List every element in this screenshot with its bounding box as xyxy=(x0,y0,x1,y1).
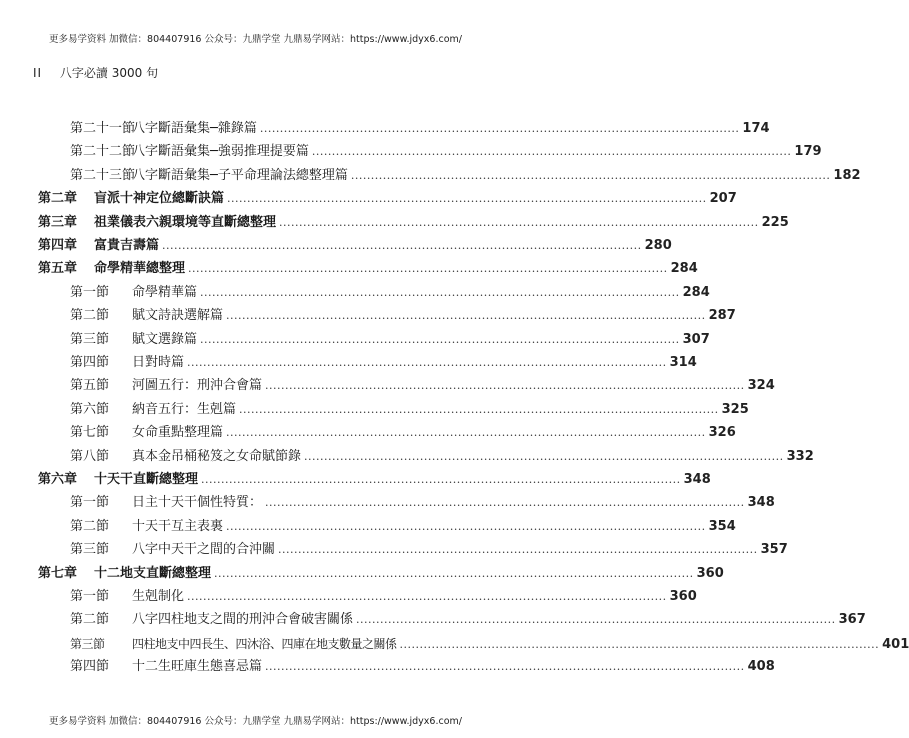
toc-entry-number: 第二節 xyxy=(70,612,110,627)
toc-entry-label xyxy=(70,449,301,465)
toc-entry-number: 第二節 xyxy=(70,308,110,323)
toc-entry-title: 日主十天干個性特質： xyxy=(132,495,263,510)
toc-entry-label xyxy=(38,566,211,582)
toc-entry-number: 第二十二節 xyxy=(70,144,136,159)
toc-page-number: 367 xyxy=(838,612,866,627)
toc-entry-title: 河圖五行：刑沖合會篇 xyxy=(132,378,263,393)
dot-leader: ........................................................................................................................ xyxy=(265,379,745,392)
toc-page-number: 182 xyxy=(833,168,861,183)
toc-entry-label xyxy=(38,215,276,231)
toc-section-entry xyxy=(70,402,749,418)
toc-entry-label xyxy=(38,472,198,488)
toc-entry-label xyxy=(70,425,223,441)
toc-entry-title: 命學精華總整理 xyxy=(94,261,186,276)
toc-entry-number: 第三節 xyxy=(70,542,110,557)
toc-entry-label xyxy=(70,402,236,418)
toc-section-entry xyxy=(70,636,909,652)
toc-entry-label xyxy=(70,285,197,301)
dot-leader: ........................................................................................................................ xyxy=(399,638,880,651)
toc-chapter-entry xyxy=(38,215,789,231)
toc-entry-label xyxy=(70,144,309,160)
dot-leader: ........................................................................................................................ xyxy=(188,262,668,275)
toc-entry-label xyxy=(70,542,275,558)
toc-entry-title: 八字斷語彙集─雜錄篇 xyxy=(132,121,257,136)
dot-leader: ........................................................................................................................ xyxy=(226,309,706,322)
toc-entry-number: 第六章 xyxy=(38,472,78,487)
toc-entry-title: 十二地支直斷總整理 xyxy=(94,566,212,581)
toc-entry-label xyxy=(70,495,262,511)
toc-entry-number: 第三節 xyxy=(70,637,105,651)
running-head xyxy=(33,64,158,81)
toc-page-number: 174 xyxy=(742,121,770,136)
toc-page-number: 207 xyxy=(709,191,737,206)
toc-entry-label xyxy=(70,378,262,394)
toc-entry-label xyxy=(70,168,348,184)
toc-page-number: 408 xyxy=(747,659,775,674)
dot-leader: ........................................................................................................................ xyxy=(265,660,745,673)
toc-entry-title: 四柱地支中四長生、四沐浴、四庫在地支數量之關係 xyxy=(132,637,397,651)
dot-leader: ........................................................................................................................ xyxy=(187,356,667,369)
toc-entry-number: 第一節 xyxy=(70,495,110,510)
dot-leader: ........................................................................................................................ xyxy=(311,145,792,158)
toc-entry-title: 命學精華篇 xyxy=(132,285,198,300)
toc-section-entry xyxy=(70,121,770,137)
toc-entry-number: 第一節 xyxy=(70,285,110,300)
toc-entry-label xyxy=(70,355,184,371)
toc-entry-title: 八字斷語彙集─強弱推理提要篇 xyxy=(132,144,309,159)
toc-entry-label xyxy=(38,191,224,207)
toc-page-number: 332 xyxy=(786,449,814,464)
toc-entry-label xyxy=(70,659,262,675)
toc-page-number: 179 xyxy=(794,144,822,159)
dot-leader: ........................................................................................................................ xyxy=(278,543,758,556)
toc-section-entry xyxy=(70,659,775,675)
toc-entry-number: 第六節 xyxy=(70,402,110,417)
toc-entry-title: 日對時篇 xyxy=(132,355,185,370)
toc-entry-number: 第二章 xyxy=(38,191,78,206)
toc-entry-title: 十二生旺庫生態喜忌篇 xyxy=(132,659,263,674)
toc-entry-number: 第一節 xyxy=(70,589,110,604)
toc-chapter-entry xyxy=(38,238,672,254)
toc-section-entry xyxy=(70,308,736,324)
toc-entry-title: 十天干直斷總整理 xyxy=(94,472,199,487)
dot-leader: ........................................................................................................................ xyxy=(200,286,680,299)
toc-entry-title: 富貴吉壽篇 xyxy=(94,238,160,253)
toc-entry-title: 賦文詩訣選解篇 xyxy=(132,308,224,323)
toc-page-number: 225 xyxy=(761,215,789,230)
toc-page-number: 348 xyxy=(683,472,711,487)
toc-entry-number: 第八節 xyxy=(70,449,110,464)
toc-section-entry xyxy=(70,519,736,535)
dot-leader: ........................................................................................................................ xyxy=(201,473,681,486)
header-watermark-banner: 更多易学资料 加微信：804407916 公众号：九鼎学堂 九鼎易学网站：https://www.jdyx6.com/ xyxy=(49,34,462,45)
toc-section-entry xyxy=(70,378,775,394)
dot-leader: ........................................................................................................................ xyxy=(200,333,680,346)
toc-section-entry xyxy=(70,495,775,511)
toc-section-entry xyxy=(70,542,788,558)
toc-page-number: 357 xyxy=(760,542,788,557)
toc-entry-label xyxy=(70,612,353,628)
toc-entry-title: 生剋制化 xyxy=(132,589,185,604)
toc-section-entry xyxy=(70,449,814,465)
toc-page-number: 280 xyxy=(644,238,672,253)
toc-entry-label xyxy=(70,636,397,652)
toc-entry-label xyxy=(70,332,197,348)
dot-leader: ........................................................................................................................ xyxy=(279,216,759,229)
dot-leader: ........................................................................................................................ xyxy=(227,192,707,205)
dot-leader: ........................................................................................................................ xyxy=(226,426,706,439)
toc-chapter-entry xyxy=(38,472,711,488)
dot-leader: ........................................................................................................................ xyxy=(226,520,706,533)
toc-page-number: 314 xyxy=(669,355,697,370)
dot-leader: ........................................................................................................................ xyxy=(162,239,642,252)
toc-entry-number: 第五節 xyxy=(70,378,110,393)
dot-leader: ........................................................................................................................ xyxy=(356,613,836,626)
toc-section-entry xyxy=(70,285,710,301)
dot-leader: ........................................................................................................................ xyxy=(259,122,740,135)
toc-entry-number: 第七節 xyxy=(70,425,110,440)
toc-entry-number: 第五章 xyxy=(38,261,78,276)
toc-entry-number: 第七章 xyxy=(38,566,78,581)
dot-leader: ........................................................................................................................ xyxy=(265,496,745,509)
toc-page-number: 326 xyxy=(708,425,736,440)
dot-leader: ........................................................................................................................ xyxy=(239,403,719,416)
dot-leader: ........................................................................................................................ xyxy=(350,169,831,182)
toc-page-number: 325 xyxy=(721,402,749,417)
page-numeral: II xyxy=(33,66,43,80)
toc-entry-label xyxy=(70,308,223,324)
toc-section-entry xyxy=(70,425,736,441)
toc-entry-title: 十天干互主表裏 xyxy=(132,519,224,534)
toc-entry-title: 八字斷語彙集─子平命理論法總整理篇 xyxy=(132,168,348,183)
toc-entry-label xyxy=(38,238,159,254)
toc-entry-title: 八字四柱地支之間的刑沖合會破害關係 xyxy=(132,612,354,627)
toc-chapter-entry xyxy=(38,261,698,277)
toc-page-number: 360 xyxy=(669,589,697,604)
toc-section-entry xyxy=(70,589,697,605)
toc-section-entry xyxy=(70,168,861,184)
toc-entry-number: 第三節 xyxy=(70,332,110,347)
toc-entry-title: 八字中天干之間的合沖關 xyxy=(132,542,276,557)
toc-entry-title: 祖業儀表六親環境等直斷總整理 xyxy=(94,215,277,230)
toc-entry-title: 賦文選錄篇 xyxy=(132,332,198,347)
toc-entry-title: 真本金吊桶秘笈之女命賦節錄 xyxy=(132,449,302,464)
toc-entry-number: 第三章 xyxy=(38,215,78,230)
toc-entry-number: 第四節 xyxy=(70,659,110,674)
toc-entry-number: 第二十三節 xyxy=(70,168,136,183)
dot-leader: ........................................................................................................................ xyxy=(187,590,667,603)
toc-page-number: 307 xyxy=(682,332,710,347)
toc-page-number: 287 xyxy=(708,308,736,323)
toc-page-number: 324 xyxy=(747,378,775,393)
toc-section-entry xyxy=(70,355,697,371)
toc-entry-number: 第四節 xyxy=(70,355,110,370)
toc-entry-number: 第二節 xyxy=(70,519,110,534)
toc-entry-number: 第二十一節 xyxy=(70,121,136,136)
toc-entry-label xyxy=(70,121,257,137)
toc-chapter-entry xyxy=(38,191,737,207)
toc-entry-label xyxy=(38,261,185,277)
toc-entry-number: 第四章 xyxy=(38,238,78,253)
toc-section-entry xyxy=(70,612,866,628)
toc-section-entry xyxy=(70,332,710,348)
toc-page-number: 360 xyxy=(696,566,724,581)
toc-page-number: 284 xyxy=(670,261,698,276)
toc-entry-title: 女命重點整理篇 xyxy=(132,425,224,440)
book-title: 八字必讀 3000 句 xyxy=(59,66,159,80)
toc-page-number: 401 xyxy=(882,637,909,652)
toc-section-entry xyxy=(70,144,822,160)
footer-watermark-banner: 更多易学资料 加微信：804407916 公众号：九鼎学堂 九鼎易学网站：https://www.jdyx6.com/ xyxy=(49,716,462,727)
toc-entry-title: 盲派十神定位總斷訣篇 xyxy=(94,191,225,206)
dot-leader: ........................................................................................................................ xyxy=(304,450,784,463)
toc-page-number: 284 xyxy=(682,285,710,300)
toc-entry-label xyxy=(70,589,184,605)
toc-page-number: 354 xyxy=(708,519,736,534)
toc-entry-title: 納音五行：生剋篇 xyxy=(132,402,237,417)
toc-entry-label xyxy=(70,519,223,535)
toc-chapter-entry xyxy=(38,566,724,582)
toc-page-number: 348 xyxy=(747,495,775,510)
dot-leader: ........................................................................................................................ xyxy=(214,567,694,580)
